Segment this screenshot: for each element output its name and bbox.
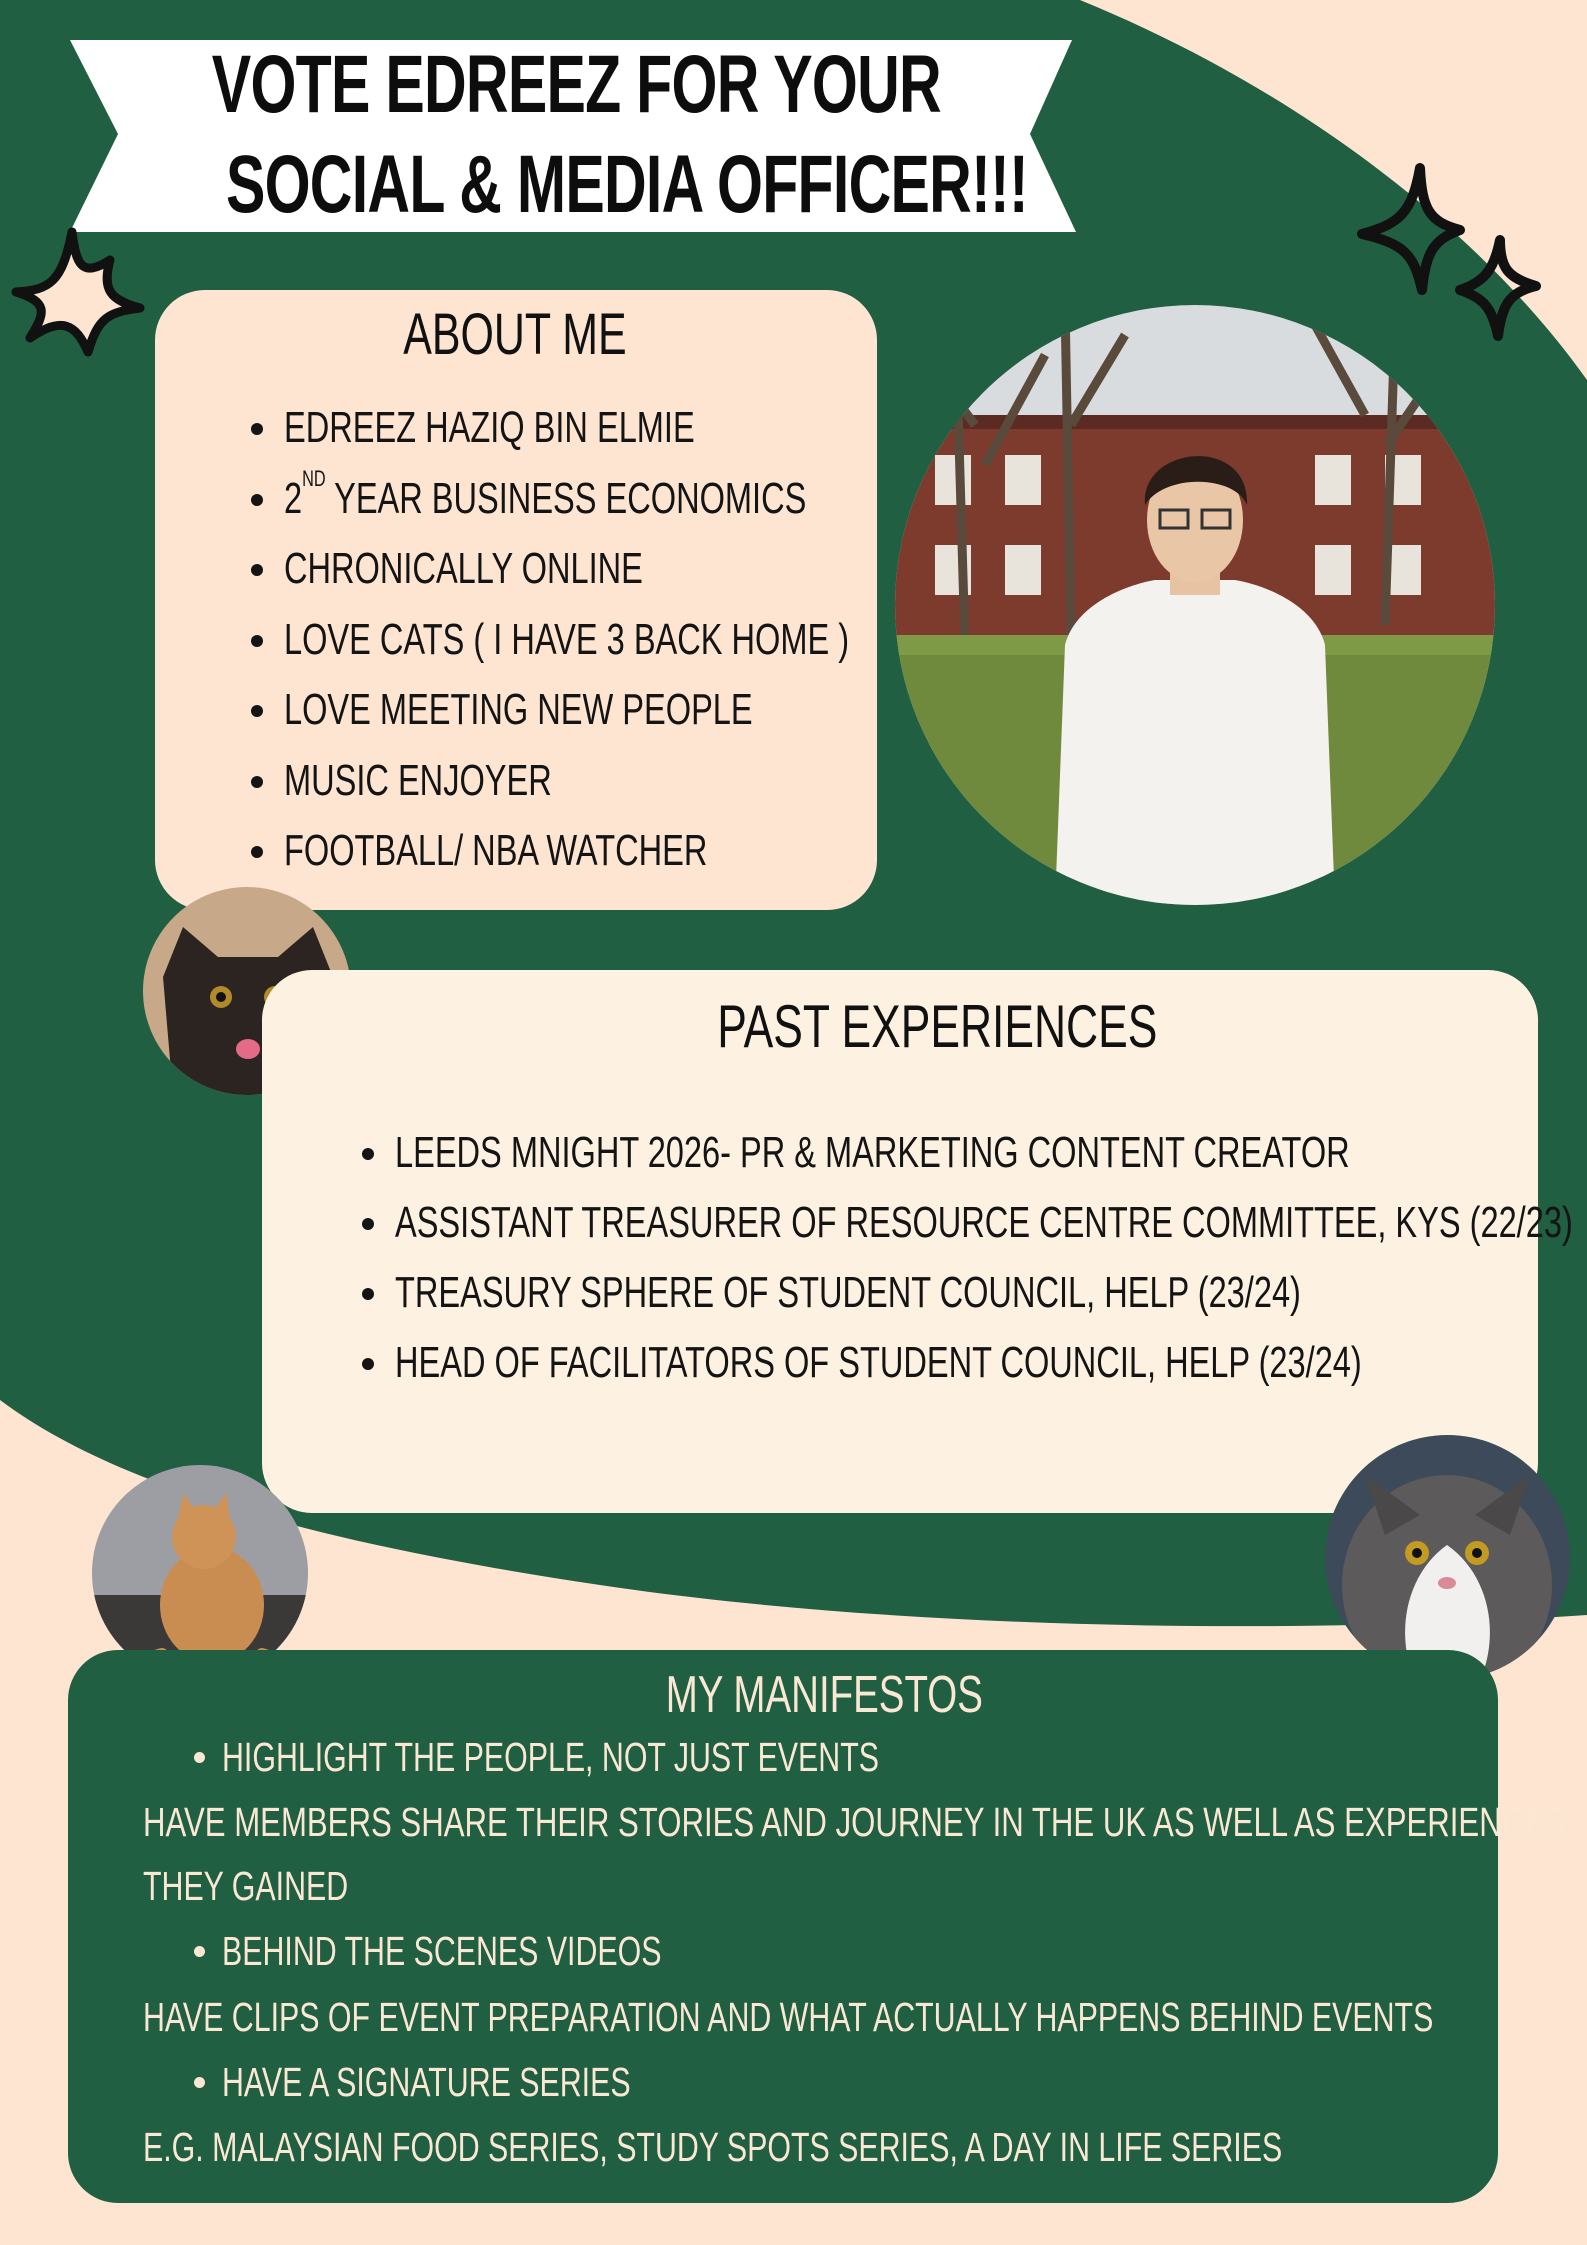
about-item: MUSIC ENJOYER <box>284 746 1048 817</box>
sparkle-icon <box>1350 160 1550 350</box>
banner-line-2: SOCIAL & MEDIA OFFICER!!! <box>225 139 1028 230</box>
cat-photo-2 <box>92 1465 308 1681</box>
about-item: FOOTBALL/ NBA WATCHER <box>284 816 1048 887</box>
experience-item: TREASURY SPHERE OF STUDENT COUNCIL, HELP (23/24) <box>395 1258 1587 1328</box>
cat-photo-3 <box>1325 1435 1570 1680</box>
manifesto-point-title: HIGHLIGHT THE PEOPLE, NOT JUST EVENTS <box>222 1734 879 1780</box>
profile-photo <box>895 305 1495 905</box>
about-item: CHRONICALLY ONLINE <box>284 534 1048 605</box>
about-item: 2ND YEAR BUSINESS ECONOMICS <box>284 464 1048 535</box>
experience-item: ASSISTANT TREASURER OF RESOURCE CENTRE COMMITTEE, KYS (22/23) <box>395 1188 1587 1258</box>
manifesto-point-title: BEHIND THE SCENES VIDEOS <box>222 1928 662 1974</box>
experiences-list <box>395 1118 1587 1398</box>
manifesto-bullet <box>194 1946 205 1957</box>
banner-line-1: VOTE EDREEZ FOR YOUR <box>211 39 941 130</box>
experience-item: HEAD OF FACILITATORS OF STUDENT COUNCIL, HELP (23/24) <box>395 1328 1587 1398</box>
about-item: LOVE CATS ( I HAVE 3 BACK HOME ) <box>284 605 1048 676</box>
manifesto-bullet <box>194 1752 205 1763</box>
manifesto-point-detail: HAVE CLIPS OF EVENT PREPARATION AND WHAT ACTUALLY HAPPENS BEHIND EVENTS <box>143 1994 1434 2040</box>
star-icon <box>10 220 150 360</box>
experience-item: LEEDS MNIGHT 2026- PR & MARKETING CONTENT CREATOR <box>395 1118 1587 1188</box>
about-item: LOVE MEETING NEW PEOPLE <box>284 675 1048 746</box>
manifesto-point-title: HAVE A SIGNATURE SERIES <box>222 2059 631 2105</box>
about-item: EDREEZ HAZIQ BIN ELMIE <box>284 393 1048 464</box>
manifesto-point-detail: E.G. MALAYSIAN FOOD SERIES, STUDY SPOTS SERIES, A DAY IN LIFE SERIES <box>143 2124 1283 2170</box>
manifesto-bullet <box>194 2077 205 2088</box>
about-heading: ABOUT ME <box>403 302 627 367</box>
experiences-heading: PAST EXPERIENCES <box>717 993 1158 1060</box>
manifestos-heading: MY MANIFESTOS <box>665 1666 983 1724</box>
manifesto-point-detail: HAVE MEMBERS SHARE THEIR STORIES AND JOURNEY IN THE UK AS WELL AS EXPERIENCES <box>143 1799 1566 1845</box>
manifesto-point-detail: THEY GAINED <box>143 1863 349 1909</box>
